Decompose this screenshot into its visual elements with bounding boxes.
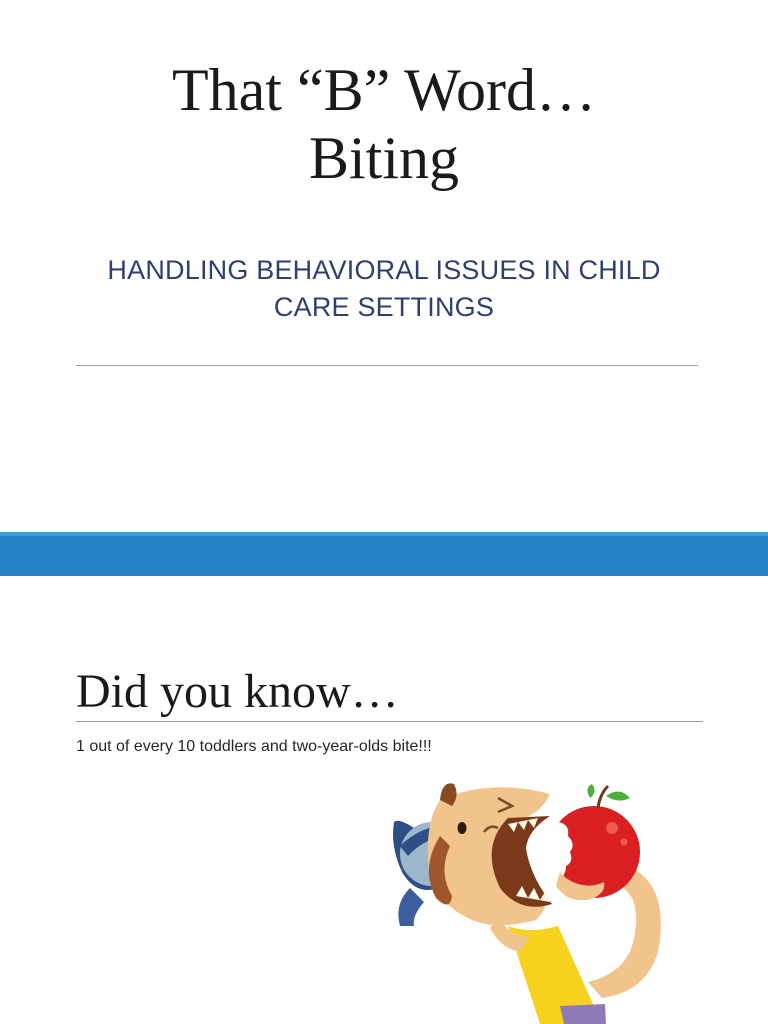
slide2-heading: Did you know… bbox=[76, 665, 399, 718]
child-biting-apple-illustration bbox=[380, 776, 680, 1024]
eye-shape bbox=[458, 822, 467, 834]
slide-separator-band bbox=[0, 536, 768, 576]
subtitle-line-1: HANDLING BEHAVIORAL ISSUES IN CHILD bbox=[107, 255, 661, 285]
slide2-divider-rule bbox=[76, 721, 703, 722]
apple-highlight-small-shape bbox=[621, 839, 628, 846]
slide-title-heading bbox=[0, 56, 768, 192]
title-line-1: That “B” Word… bbox=[172, 57, 596, 123]
apple-highlight-shape bbox=[606, 822, 618, 834]
slide2-body-text: 1 out of every 10 toddlers and two-year-olds bite!!! bbox=[76, 738, 432, 755]
slide-did-you-know bbox=[0, 576, 768, 1024]
sleeve-shape bbox=[560, 1004, 606, 1024]
slide-subtitle bbox=[60, 252, 708, 326]
apple-stem-shape bbox=[598, 786, 608, 808]
title-divider-rule bbox=[76, 365, 698, 366]
apple-leaf-shape bbox=[606, 791, 630, 800]
title-line-2: Biting bbox=[308, 125, 460, 191]
subtitle-line-2: CARE SETTINGS bbox=[273, 292, 495, 322]
cap-brim-shape bbox=[398, 888, 424, 926]
apple-leaf-left-shape bbox=[587, 784, 594, 798]
